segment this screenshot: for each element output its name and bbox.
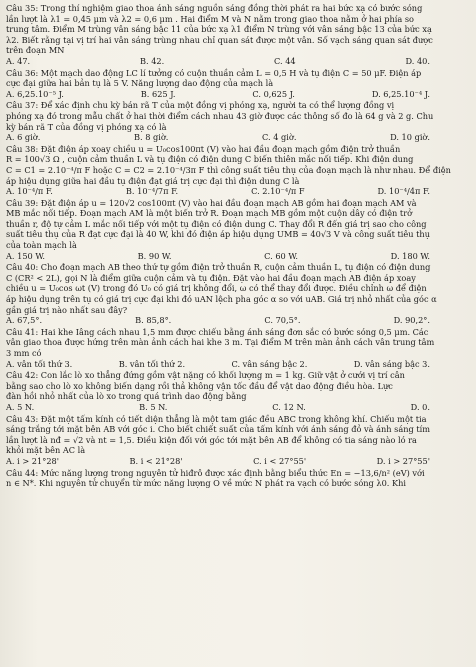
option-c: C. vân sáng bậc 2.	[231, 358, 308, 369]
option-c: C. 0,625 J.	[252, 88, 295, 99]
answer-options	[6, 89, 470, 100]
question-40	[6, 262, 470, 326]
answer-options	[6, 132, 470, 143]
option-a: A. 6 giờ.	[6, 132, 41, 143]
question-text-line: Câu 44: Mức năng lượng trong nguyên tử hiđrô được xác định bằng biểu thức En = −13,6/n² (eV) với	[6, 467, 425, 478]
question-text-line: C = C1 = 2.10⁻⁴/π F hoặc C = C2 = 2.10⁻⁴/3π F thì công suất tiêu thụ của đoạn mạch là như nhau. Để điện	[6, 164, 451, 175]
question-text-line: trên đoạn MN	[6, 45, 65, 56]
question-36	[6, 68, 470, 100]
answer-options	[6, 315, 470, 326]
question-text-line: trung tâm. Điểm M trùng vân sáng bậc 11 của bức xạ λ1 điểm N trùng với vân sáng bậc 13 của bức xạ	[6, 24, 432, 35]
question-text-line: gần giá trị nào nhất sau đây?	[6, 304, 128, 315]
question-text-line: phóng xạ đó trong mẫu chất ở hai thời điểm cách nhau 43 giờ được các thông số đo là 64 g và 2 g. Chu	[6, 110, 434, 121]
option-d: D. 10⁻⁴/4π F.	[377, 186, 430, 197]
answer-options	[6, 359, 470, 370]
question-42	[6, 370, 470, 412]
option-c: C. 44	[274, 55, 296, 66]
question-text-line: đàn hồi nhỏ nhất của lò xo trong quá trình dao động bằng	[6, 391, 247, 402]
question-35	[6, 3, 470, 67]
question-text-line: n ∈ N*. Khi nguyên tử chuyển từ mức năng lượng O về mức N phát ra vạch có bước sóng λ0. Khi	[6, 478, 407, 489]
question-text-line: λ2. Biết rằng tại vị trí hai vân sáng trùng nhau chỉ quan sát được một vân. Số vạch sáng quan sát được	[6, 34, 433, 45]
option-d: D. 0.	[410, 401, 430, 412]
answer-options	[6, 456, 470, 467]
question-text-line: áp hiệu dụng trên tụ có giá trị cực đại khi đó uAN lệch pha góc α so với uAB. Giá trị nhỏ nhất của góc α	[6, 294, 437, 305]
question-39	[6, 198, 470, 262]
question-text-line: Câu 37: Để xác định chu kỳ bán rã T của một đồng vị phóng xạ, người ta có thể lượng đồng vị	[6, 100, 395, 111]
question-text-line: 3 mm có	[6, 348, 42, 358]
question-text-line: Câu 43: Đặt một tấm kính có tiết diện thẳng là một tam giác đều ABC trong không khí. Chiếu một tia	[6, 413, 427, 424]
question-text-line: Câu 42: Con lắc lò xo thẳng đứng gồm vật nặng có khối lượng m = 1 kg. Giữ vật ở cưới vị trí cân	[6, 370, 405, 381]
option-d: D. 90,2°.	[393, 315, 430, 326]
answer-options	[6, 402, 470, 413]
option-b: B. 10⁻⁴/7π F.	[125, 186, 179, 197]
option-b: B. 625 J.	[140, 88, 176, 99]
question-text-line: của toàn mạch là	[6, 240, 77, 251]
option-c: C. 12 N.	[272, 401, 306, 412]
question-44	[6, 468, 470, 489]
option-d: D. 180 W.	[390, 250, 430, 261]
option-d: D. i > 27°55'	[376, 455, 430, 466]
question-text-line: Câu 40: Cho đoạn mạch AB theo thứ tự gồm điện trở thuần R, cuộn cảm thuần L, tụ điện có điện dung	[6, 262, 431, 273]
option-b: B. vân tối thứ 2.	[118, 358, 186, 369]
question-text-line: áp hiệu dụng giữa hai đầu tụ điện đạt giá trị cực đại thì điện dung C là	[6, 175, 300, 186]
question-text-line: Câu 36: Một mạch dao động LC lí tưởng có cuộn thuần cảm L = 0,5 H và tụ điện C = 50 μF. Điện áp	[6, 67, 422, 78]
option-c: C. 70,5°.	[264, 315, 301, 326]
question-text-line: Câu 35: Trong thí nghiệm giao thoa ánh sáng nguồn sáng đồng thời phát ra hai bức xạ có bước sóng	[6, 3, 423, 13]
option-b: B. 8 giờ.	[133, 132, 169, 143]
option-b: B. 90 W.	[137, 250, 172, 261]
option-a: A. 10⁻⁴/π F.	[6, 186, 53, 197]
option-b: B. i < 21°28'	[129, 455, 183, 466]
question-text-line: cực đại giữa hai bản tụ là 5 V. Năng lượng dao động của mạch là	[6, 78, 274, 89]
question-text-line: MB mắc nối tiếp. Đoạn mạch AM là một biến trở R. Đoạn mạch MB gồm một cuộn dây có điện trở	[6, 208, 413, 219]
question-text-line: vân giao thoa được hứng trên màn ảnh cách hai khe 3 m. Tại điểm M trên màn ảnh cách vân trung tâm	[6, 337, 435, 348]
question-41	[6, 327, 470, 369]
question-text-line: lần lượt là nđ = √2 và nt = 1,5. Điều kiện đối với góc tới mặt bên AB để không có tia sáng nào ló ra	[6, 434, 417, 445]
question-text-line: lần lượt là λ1 = 0,45 μm và λ2 = 0,6 μm . Hai điểm M và N nằm trong giao thoa nằm ở hai phía so	[6, 13, 414, 24]
option-c: C. 2.10⁻⁴/π F	[251, 186, 305, 197]
option-b: B. 5 N.	[139, 401, 168, 412]
option-d: D. 6,25.10⁻⁴ J.	[371, 88, 430, 99]
question-text-line: R = 100√3 Ω , cuộn cảm thuần L và tụ điện có điện dung C biến thiên mắc nối tiếp. Khi điện dung	[6, 154, 414, 165]
option-a: A. 150 W.	[6, 250, 45, 261]
question-text-line: chiều u = U₀cos ωt (V) trong đó U₀ có giá trị không đổi, ω có thể thay đổi được. Điều chỉnh ω để điện	[6, 283, 427, 294]
question-38	[6, 144, 470, 197]
option-c: C. 4 giờ.	[262, 132, 297, 143]
question-43	[6, 414, 470, 467]
option-a: A. 67,5°.	[6, 315, 43, 326]
option-a: A. vân tối thứ 3.	[6, 358, 73, 369]
question-text-line: Câu 38: Đặt điện áp xoay chiều u = U₀cos100πt (V) vào hai đầu đoạn mạch gồm điện trở thuần	[6, 143, 401, 154]
option-a: A. i > 21°28'	[6, 455, 59, 466]
question-37	[6, 100, 470, 142]
answer-options	[6, 186, 470, 197]
option-c: C. 60 W.	[264, 250, 298, 261]
option-a: A. 47.	[6, 55, 31, 66]
option-b: B. 85,8°.	[135, 315, 172, 326]
option-b: B. 42.	[139, 55, 165, 66]
option-a: A. 6,25.10⁻⁵ J.	[6, 88, 64, 99]
question-text-line: khỏi mặt bên AC là	[6, 445, 86, 456]
question-text-line: Câu 39: Đặt điện áp u = 120√2 cos100πt (V) vào hai đầu đoạn mạch AB gồm hai đoạn mạch AM và	[6, 197, 417, 208]
question-text-line: sáng trắng tới mặt bên AB với góc i. Cho biết chiết suất của tấm kính với ánh sáng đỏ và ánh sáng tím	[6, 424, 431, 435]
question-text-line: bằng sao cho lò xo không biến dạng rồi thả không vận tốc đầu để vật dao động điều hòa. Lực	[6, 380, 393, 391]
question-text-line: thuần r, độ tự cảm L mắc nối tiếp với một tụ điện có điện dung C. Thay đổi R đến giá trị sao cho công	[6, 218, 427, 229]
option-a: A. 5 N.	[6, 401, 35, 412]
option-d: D. 10 giờ.	[390, 132, 430, 143]
question-text-line: suất tiêu thụ của R đạt cực đại là 40 W, khi đó điện áp hiệu dụng UMB = 40√3 V và công suất tiêu thụ	[6, 229, 430, 240]
option-c: C. i < 27°55'	[253, 455, 307, 466]
answer-options	[6, 56, 470, 67]
question-text-line: Câu 41: Hai khe Iâng cách nhau 1,5 mm được chiếu bằng ánh sáng đơn sắc có bước sóng 0,5 μm. Các	[6, 326, 429, 337]
option-d: D. vân sáng bậc 3.	[353, 358, 430, 369]
option-d: D. 40.	[405, 55, 430, 66]
answer-options	[6, 251, 470, 262]
question-text-line: C (CR² < 2L), gọi N là điểm giữa cuộn cảm và tụ điện. Đặt vào hai đầu đoạn mạch AB điện áp xoay	[6, 272, 416, 283]
question-text-line: kỳ bán rã T của đồng vị phóng xạ có là	[6, 121, 167, 132]
